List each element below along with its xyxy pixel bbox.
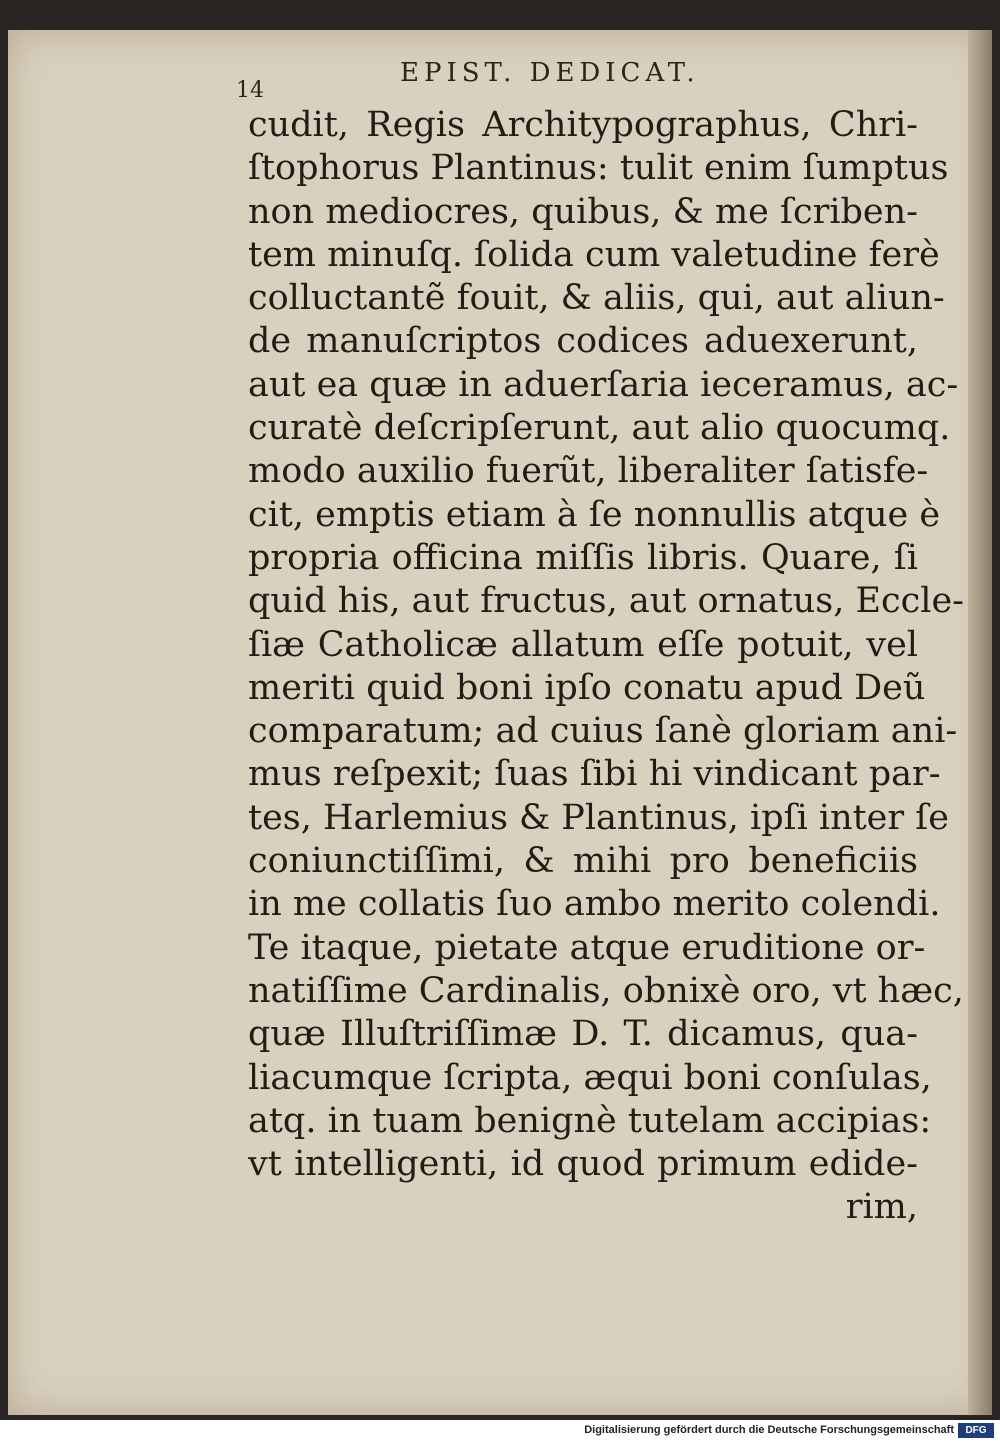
text-line: meriti quid boni ipſo conatu apud Deũ <box>248 667 926 708</box>
text-line: mus reſpexit; ſuas ſibi hi vindicant par- <box>248 754 941 795</box>
page-number: 14 <box>236 78 264 103</box>
footer-bar <box>0 1420 1000 1442</box>
funding-credit: Digitalisierung gefördert durch die Deutsche Forschungsgemeinschaft <box>584 1424 954 1436</box>
text-line: propria officina miſſis libris. Quare, ſi <box>248 537 918 578</box>
text-line: coniunctiſſimi, & mihi pro beneficiis <box>248 841 918 882</box>
text-line: quid his, aut fructus, aut ornatus, Eccle- <box>248 581 964 622</box>
running-head: EPIST. DEDICAT. <box>400 58 700 88</box>
text-line: liacumque ſcripta, æqui boni conſulas, <box>248 1057 932 1098</box>
catchword: rim, <box>845 1187 918 1228</box>
text-line: natiſſime Cardinalis, obnixè oro, vt hæc, <box>248 970 964 1011</box>
text-line: non mediocres, quibus, & me ſcriben- <box>248 191 918 232</box>
text-line: tes, Harlemius & Plantinus, ipſi inter ſe <box>248 797 949 838</box>
text-line: ſiæ Catholicæ allatum eſſe potuit, vel <box>248 624 918 665</box>
text-line: ſtophorus Plantinus: tulit enim ſumptus <box>248 148 949 189</box>
text-line: in me collatis ſuo ambo merito colendi. <box>248 884 941 925</box>
text-line: modo auxilio fuerũt, liberaliter ſatisfe- <box>248 451 929 492</box>
text-line: tem minuſq. ſolida cum valetudine ferè <box>248 234 940 275</box>
dfg-logo-icon: DFG <box>958 1423 994 1438</box>
body-text <box>248 104 964 1230</box>
text-line: de manuſcriptos codices aduexerunt, <box>248 321 918 362</box>
text-line: atq. in tuam benignè tutelam accipias: <box>248 1100 932 1141</box>
page-header <box>0 58 1000 103</box>
text-line: colluctantẽ fouit, & aliis, qui, aut aliun- <box>248 278 945 319</box>
text-line: cit, emptis etiam à ſe nonnullis atque è <box>248 494 941 535</box>
text-line: curatè deſcripſerunt, aut alio quocumq. <box>248 408 951 449</box>
text-line: aut ea quæ in aduerſaria ieceramus, ac- <box>248 364 959 405</box>
text-line: comparatum; ad cuius ſanè gloriam ani- <box>248 711 958 752</box>
text-line: quæ Illuſtriſſimæ D. T. dicamus, qua- <box>248 1014 918 1055</box>
text-line: vt intelligenti, id quod primum edide- <box>248 1144 918 1185</box>
text-line: Te itaque, pietate atque eruditione or- <box>248 927 926 968</box>
page-edge <box>968 30 992 1415</box>
text-line: cudit, Regis Architypographus, Chri- <box>248 105 918 145</box>
